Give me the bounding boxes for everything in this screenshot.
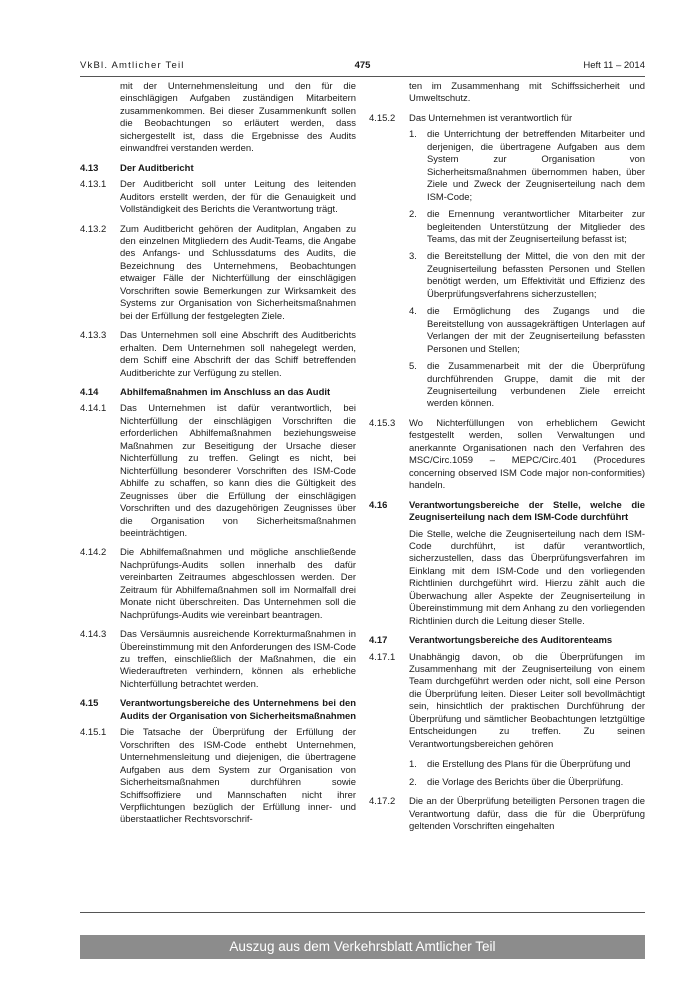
paragraph-text: Der Auditbericht soll unter Leitung des leitenden Auditors erstellt werden, der für die Genauigkeit und Vollständigkeit des Berichts die Verantwortung trägt. — [120, 179, 356, 216]
section-number: 4.17 — [369, 635, 388, 647]
paragraph-number: 4.13.1 — [80, 179, 107, 191]
paragraph-4-15-2 — [369, 113, 645, 411]
section-heading-4-13 — [80, 163, 356, 175]
paragraph-4-14-2 — [80, 547, 356, 622]
section-number: 4.13 — [80, 162, 99, 174]
issue-label: Heft 11 – 2014 — [583, 60, 645, 71]
list-item — [409, 777, 645, 789]
paragraph-number: 4.15.2 — [369, 112, 396, 124]
section-number: 4.14 — [80, 386, 99, 398]
paragraph-continuation: ten im Zusammenhang mit Schiffssicherheit und Umweltschutz. — [409, 81, 645, 105]
paragraph-number: 4.15.1 — [80, 727, 107, 739]
section-number: 4.15 — [80, 698, 99, 710]
paragraph-number: 4.17.2 — [369, 796, 396, 808]
paragraph-4-17-1 — [369, 652, 645, 790]
paragraph-text: Die Abhilfemaßnahmen und mögliche anschließende Nachprüfungs-Audits sollen innerhalb des dafür vereinbarten Zeitraumes abgeschlossen werden. Der Zeitraum für Abhilfemaßnahmen soll im Normalfall drei Monate nicht überschreiten. Das Unternehmen soll die Nachprüfungs-Audits wie vereinbart beantragen. — [120, 547, 356, 621]
list-item-text: die Ermöglichung des Zugangs und die Bereitstellung von aussagekräftigen Unterlagen auf Verlangen der mit der Zeugniserteilung befassten Personen und Stellen; — [427, 306, 645, 355]
paragraph-body: Unabhängig davon, ob die Überprüfungen im Zusammenhang mit der Zeugniserteilung von einem Team durchgeführt werden oder nicht, soll eine Person die Überprüfung leiten. Dieser Leiter soll bevollmächtigt sein, hinsichtlich der praktischen Durchführung der Überprüfung und sämtlicher Beobachtungen letztgültige Entscheidungen zu treffen. Zu seinen Verantwortungsbereichen gehören — [409, 651, 645, 750]
list-item-text: die Vorlage des Berichts über die Überprüfung. — [427, 776, 624, 788]
section-title: Abhilfemaßnahmen im Anschluss an das Audit — [120, 386, 331, 398]
paragraph-4-15-3 — [369, 418, 645, 493]
list-item — [409, 251, 645, 301]
left-column — [80, 81, 356, 827]
paragraph-4-14-3 — [80, 629, 356, 691]
paragraph-number: 4.14.2 — [80, 547, 107, 559]
list-item-number: 1. — [409, 759, 417, 771]
paragraph-4-13-2 — [80, 224, 356, 324]
paragraph-text — [409, 652, 645, 790]
section-heading-4-15 — [80, 698, 356, 723]
paragraph-4-16-body: Die Stelle, welche die Zeugniserteilung nach dem ISM-Code durchführt, ist dafür verantwortlich, sicherzustellen, dass das Überprüfungsverfahren im Einklang mit dem ISM-Code und den vorliegenden Richtlinien durchgeführt wird. Hierzu zählt auch die Überwachung aller Aspekte der Zeugniserteilung in Übereinstimmung mit dem Anhang zu den vorliegenden Richtlinien durch die Leitung dieser Stelle. — [409, 528, 645, 627]
paragraph-4-17-2 — [369, 796, 645, 833]
list-item-text: die Unterrichtung der betreffenden Mitarbeiter und derjenigen, die übertragene Aufgaben aus dem System zur Organisation von Sicherheitsmaßnahmen übernommen haben, über Ziele und Zweck der Zeugniserteilung nach dem ISM-Code; — [427, 129, 645, 203]
list-item-number: 4. — [409, 306, 417, 318]
paragraph-number: 4.14.3 — [80, 629, 107, 641]
list-item-number: 3. — [409, 251, 417, 263]
list-item — [409, 759, 645, 771]
paragraph-text: Wo Nichterfüllungen von erheblichem Gewicht festgestellt werden, sollen Verwaltungen und anerkannte Organisationen nach den Verfahren des MSC/Circ.1059 – MEPC/Circ.401 (Procedures concerning observed ISM Code major non-conformities) handeln. — [409, 417, 645, 492]
list-item-text: die Erstellung des Plans für die Überprüfung und — [427, 759, 631, 771]
section-heading-4-16 — [369, 500, 645, 525]
paragraph-number: 4.15.3 — [369, 417, 396, 429]
paragraph-number: 4.14.1 — [80, 403, 107, 415]
section-heading-4-14 — [80, 387, 356, 399]
section-title: Verantwortungsbereiche des Unternehmens bei den Audits der Organisation von Sicherheitsmaßnahmen — [120, 698, 356, 722]
list-item-number: 2. — [409, 209, 417, 221]
paragraph-number: 4.17.1 — [369, 651, 396, 663]
paragraph-lead: Das Unternehmen ist verantwortlich für — [409, 112, 573, 124]
section-title: Der Auditbericht — [120, 162, 194, 174]
header-divider — [80, 76, 645, 77]
section-heading-4-17 — [369, 635, 645, 647]
section-title: Verantwortungsbereiche der Stelle, welche die Zeugniserteilung nach dem ISM-Code durchführt — [409, 499, 645, 524]
list-item-text: die Bereitstellung der Mittel, die von den mit der Zeugniserteilung befassten Personen und Stellen benötigt werden, um Effektivität und Effizienz des Überprüfungsverfahrens sicherzustellen; — [427, 251, 645, 300]
paragraph-4-13-1 — [80, 179, 356, 216]
paragraph-text: Das Unternehmen ist dafür verantwortlich, bei Nichterfüllung der einschlägigen Vorschriften die erforderlichen Abhilfemaßnahmen beziehungsweise Maßnahmen zur Beseitigung der Ursache dieser Nichterfüllung zu treffen. Gelingt es nicht, bei Nichterfüllung besonderer Vorschriften des ISM-Code Abhilfe zu schaffen, so kann dies die Gültigkeit des Zeugnisses über die Erfüllung der einschlägigen Vorschriften und des dazugehörigen Zeugnisses über die Organisation von Sicherheitsmaßnahmen beeinträchtigen. — [120, 403, 356, 539]
journal-title: VkBl. Amtlicher Teil — [80, 60, 185, 71]
paragraph-number: 4.13.2 — [80, 223, 107, 235]
section-title: Verantwortungsbereiche des Auditorenteams — [409, 635, 613, 647]
list-item — [409, 129, 645, 204]
numbered-list — [409, 759, 645, 789]
footer-banner: Auszug aus dem Verkehrsblatt Amtlicher Teil — [80, 935, 645, 959]
page-number: 475 — [354, 60, 371, 71]
list-item — [409, 361, 645, 411]
list-item-text: die Zusammenarbeit mit der die Überprüfung durchführenden Gruppe, damit die mit der Zeugniserteilung verbundenen Ziele erreicht werden können. — [427, 361, 645, 410]
list-item-number: 5. — [409, 361, 417, 373]
right-column — [369, 81, 645, 833]
list-item — [409, 209, 645, 246]
footer-divider — [80, 912, 645, 913]
list-item-number: 1. — [409, 129, 417, 141]
list-item-number: 2. — [409, 776, 417, 788]
paragraph-4-14-1 — [80, 403, 356, 540]
paragraph-text: Das Unternehmen soll eine Abschrift des Auditberichts erhalten. Dem Unternehmen soll nahegelegt werden, dem Schiff eine Abschrift der das Schiff betreffenden Auditberichte zur Verfügung zu stellen. — [120, 330, 356, 379]
paragraph-text: Zum Auditbericht gehören der Auditplan, Angaben zu den einzelnen Mitgliedern des Audit-Teams, die Angabe des Anfangs- und Schlussdatums des Audits, die Bezeichnung des Unternehmens, Beobachtungen etwaiger Fälle der Nichterfüllung der einschlägigen Vorschriften sowie Bemerkungen zur Wirksamkeit des Systems zur Organisation von Sicherheitsmaßnahmen bei der Erfüllung der festgelegten Ziele. — [120, 223, 356, 322]
paragraph-number: 4.13.3 — [80, 330, 107, 342]
list-item-text: die Ernennung verantwortlicher Mitarbeiter zur begleitenden Unterstützung der Mitglieder des Teams, das mit der Zeugniserteilung befasst ist; — [427, 209, 645, 245]
section-number: 4.16 — [369, 499, 388, 511]
paragraph-4-15-1 — [80, 727, 356, 827]
paragraph-4-13-3 — [80, 330, 356, 380]
paragraph-text: Das Versäumnis ausreichende Korrekturmaßnahmen in Übereinstimmung mit den Anforderungen des ISM-Code zu treffen, einschließlich der Maßnahmen, die ein Wiederauftreten verhindern, können als erhebliche Nichterfüllung betrachtet werden. — [120, 629, 356, 690]
paragraph-continuation: mit der Unternehmensleitung und den für die einschlägigen Aufgaben zuständigen Mitarbeitern zusammenkommen. Bei dieser Zusammenkunft sollen die Beobachtungen so erläutert werden, dass sichergestellt ist, dass die Ergebnisse des Audits einwandfrei verstanden werden. — [120, 81, 356, 155]
paragraph-text: Die Tatsache der Überprüfung der Erfüllung der Vorschriften des ISM-Code enthebt Unternehmen, Unternehmensleitung und diejenigen, die übertragene Aufgaben aus dem System zur Organisation von Sicherheitsmaßnahmen durchführen sowie Schiffsoffiziere und Mannschaften nicht ihrer Verpflichtungen bezüglich der Erfüllung inner- und überstaatlicher Rechtsvorschrif- — [120, 727, 356, 826]
paragraph-text — [409, 113, 645, 411]
list-item — [409, 306, 645, 356]
page-header — [80, 60, 645, 76]
paragraph-text: Die an der Überprüfung beteiligten Personen tragen die Verantwortung dafür, dass die für die Überprüfung geltenden Vorschriften eingehalten — [409, 796, 645, 833]
numbered-list — [409, 129, 645, 411]
